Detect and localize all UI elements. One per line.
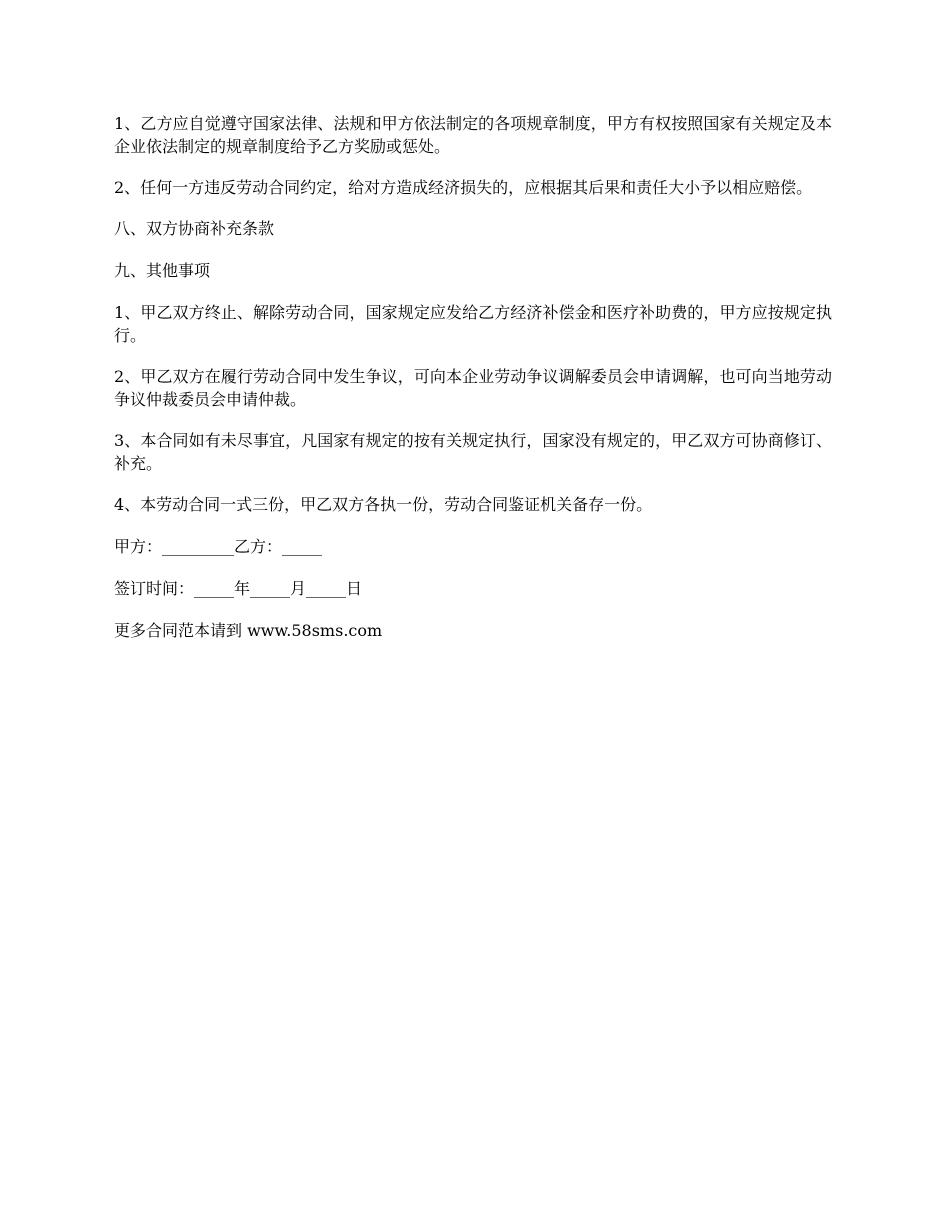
section-9-heading: 九、其他事项	[114, 261, 211, 280]
footer-link-text: 更多合同范本请到 www.58sms.com	[114, 621, 383, 640]
clause-9-1: 1、甲乙双方终止、解除劳动合同，国家规定应发给乙方经济补偿金和医疗补助费的，甲方应按规定执行。	[114, 303, 832, 345]
clause-9-2: 2、甲乙双方在履行劳动合同中发生争议，可向本企业劳动争议调解委员会申请调解，也可向当地劳动争议仲裁委员会申请仲裁。	[114, 367, 832, 409]
clause-9-4: 4、本劳动合同一式三份，甲乙双方各执一份，劳动合同鉴证机关备存一份。	[114, 495, 653, 514]
document-page	[114, 112, 832, 661]
section-8-heading: 八、双方协商补充条款	[114, 219, 275, 238]
party-signature-line: 甲方：_________乙方：_____	[114, 537, 323, 556]
signing-date-line: 签订时间：_____年_____月_____日	[114, 579, 363, 598]
clause-7-2: 2、任何一方违反劳动合同约定，给对方造成经济损失的，应根据其后果和责任大小予以相应赔偿。	[114, 178, 813, 197]
clause-9-3: 3、本合同如有未尽事宜，凡国家有规定的按有关规定执行，国家没有规定的，甲乙双方可协商修订、补充。	[114, 431, 832, 473]
clause-7-1: 1、乙方应自觉遵守国家法律、法规和甲方依法制定的各项规章制度，甲方有权按照国家有关规定及本企业依法制定的规章制度给予乙方奖励或惩处。	[114, 114, 832, 156]
